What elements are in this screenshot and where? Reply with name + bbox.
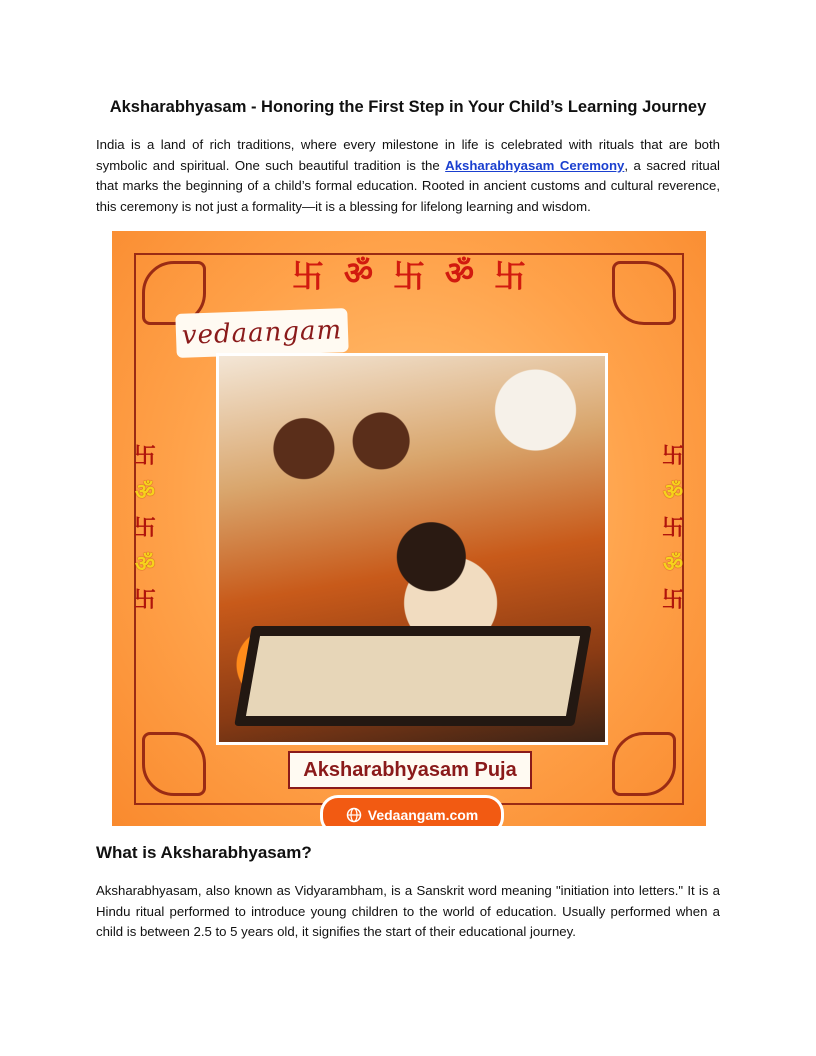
left-symbol-column: [130, 441, 160, 617]
right-symbol-column: [658, 441, 688, 617]
website-label: Vedaangam.com: [367, 807, 479, 823]
page-title: Aksharabhyasam - Honoring the First Step in Your Child’s Learning Journey: [109, 98, 707, 116]
swastika-icon: 卐: [133, 444, 156, 469]
aksharabhyasam-banner-image: [112, 231, 706, 826]
swastika-icon: 卐: [292, 257, 325, 295]
swastika-icon: 卐: [392, 257, 425, 295]
swastika-icon: 卐: [133, 588, 156, 613]
vedaangam-logo: vedaangam: [175, 308, 348, 358]
swastika-icon: 卐: [493, 257, 526, 295]
swastika-icon: 卐: [661, 588, 684, 613]
sacred-symbols-row: [292, 251, 526, 297]
swastika-icon: 卐: [133, 516, 156, 541]
aksharabhyasam-ceremony-link[interactable]: Aksharabhyasam Ceremony: [445, 157, 625, 173]
rice-tray: [234, 626, 592, 726]
om-icon: ॐ: [134, 480, 156, 505]
section-heading: What is Aksharabhyasam?: [96, 843, 312, 862]
om-icon: ॐ: [134, 552, 156, 577]
ceremony-photo: [216, 353, 608, 745]
om-icon: ॐ: [662, 480, 684, 505]
globe-icon: [346, 807, 362, 823]
corner-ornament: [612, 261, 676, 325]
banner-caption: Aksharabhyasam Puja: [288, 751, 532, 789]
corner-ornament: [612, 732, 676, 796]
intro-paragraph: [96, 135, 720, 217]
swastika-icon: 卐: [661, 516, 684, 541]
intro-text-after: , a sacred ritual that marks the beginning of a child’s formal education. Rooted in ancient customs and cultural reverence, this ceremony is not just a formality—it is a blessing for lifelong learning and wisdom.: [96, 157, 720, 214]
corner-ornament: [142, 732, 206, 796]
section-paragraph: Aksharabhyasam, also known as Vidyarambham, is a Sanskrit word meaning "initiation into letters." It is a Hindu ritual performed to introduce young children to the world of education. Usually performed when a child is between 2.5 to 5 years old, it signifies the start of their educational journey.: [96, 883, 720, 940]
intro-text-before: India is a land of rich traditions, where every milestone in life is celebrated with rituals that are both symbolic and spiritual. One such beautiful tradition is the: [96, 137, 720, 173]
om-icon: ॐ: [343, 254, 374, 292]
om-icon: ॐ: [444, 254, 475, 292]
website-badge: [320, 795, 504, 826]
om-icon: ॐ: [662, 552, 684, 577]
swastika-icon: 卐: [661, 444, 684, 469]
